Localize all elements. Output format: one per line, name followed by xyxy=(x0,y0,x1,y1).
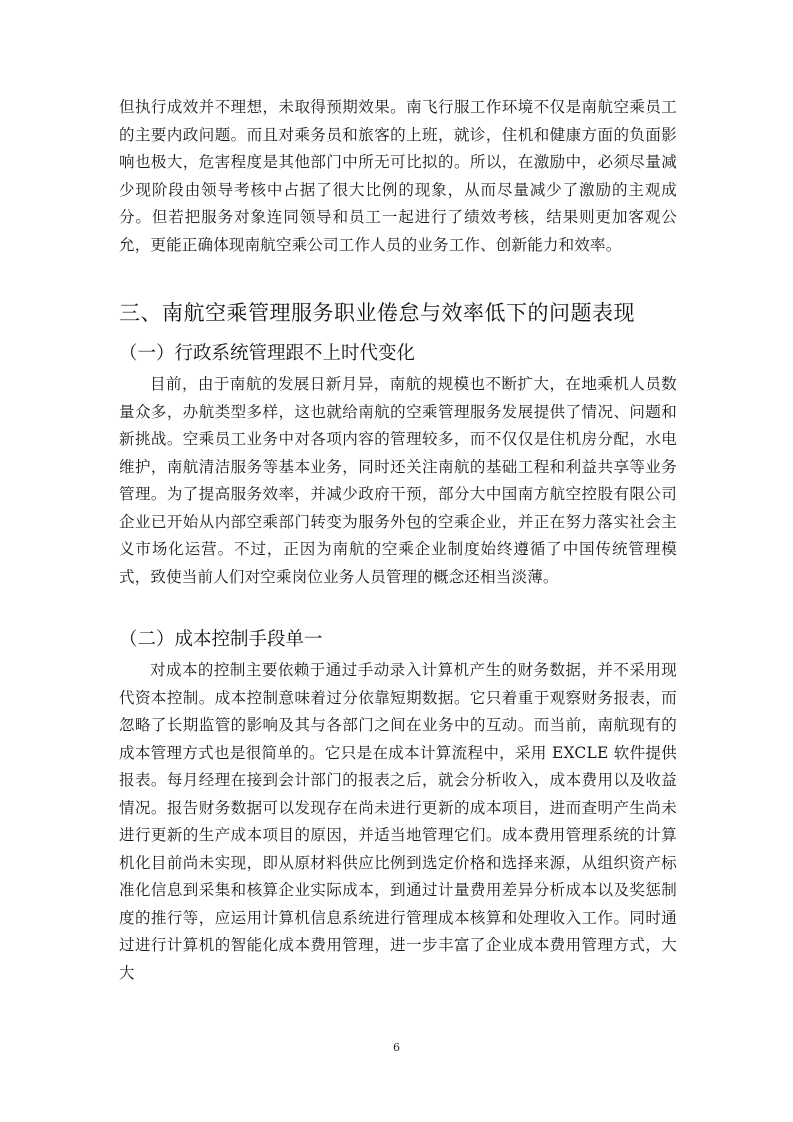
subsection-heading-2: （二）成本控制手段单一 xyxy=(119,629,323,650)
continuation-paragraph: 但执行成效并不理想，未取得预期效果。南飞行服工作环境不仅是南航空乘员工的主要内政问题。而且对乘务员和旅客的上班，就诊，住机和健康方面的负面影响也极大，危害程度是其他部门中所无可比拟的。所以，在激励中，必须尽量减少现阶段由领导考核中占据了很大比例的现象，从而尽量减少了激励的主观成分。但若把服务对象连同领导和员工一起进行了绩效考核，结果则更加客观公允，更能正确体现南航空乘公司工作人员的业务工作、创新能力和效率。 xyxy=(119,98,677,254)
subsection-heading-1: （一）行政系统管理跟不上时代变化 xyxy=(119,343,416,364)
subsection-1-paragraph: 目前，由于南航的发展日新月异，南航的规模也不断扩大，在地乘机人员数量众多，办航类型多样，这也就给南航的空乘管理服务发展提供了情况、问题和新挑战。空乘员工业务中对各项内容的管理较多，而不仅仅是住机房分配，水电维护，南航清洁服务等基本业务，同时还关注南航的基础工程和利益共享等业务管理。为了提高服务效率，并减少政府干预，部分大中国南方航空控股有限公司企业已开始从内部空乘部门转变为服务外包的空乘企业，并正在努力落实社会主义市场化运营。不过，正因为南航的空乘企业制度始终遵循了中国传统管理模式，致使当前人们对空乘岗位业务人员管理的概念还相当淡薄。 xyxy=(119,375,677,586)
section-heading: 三、南航空乘管理服务职业倦怠与效率低下的问题表现 xyxy=(119,301,635,325)
subsection-2-paragraph: 对成本的控制主要依赖于通过手动录入计算机产生的财务数据，并不采用现代资本控制。成本控制意味着过分依靠短期数据。它只着重于观察财务报表，而忽略了长期监管的影响及其与各部门之间在业务中的互动。而当前，南航现有的成本管理方式也是很简单的。它只是在成本计算流程中，采用 EXCLE 软件提供报表。每月经理在接到会计部门的报表之后，就会分析收入，成本费用以及收益情况。报告财务数据可以发现存在尚未进行更新的成本项目，进而查明产生尚未进行更新的生产成本项目的原因，并适当地管理它们。成本费用管理系统的计算机化目前尚未实现，即从原材料供应比例到选定价格和选择来源，从组织资产标准化信息到采集和核算企业实际成本，到通过计量费用差异分析成本以及奖惩制度的推行等，应运用计算机信息系统进行管理成本核算和处理收入工作。同时通过进行计算机的智能化成本费用管理，进一步丰富了企业成本费用管理方式，大大 xyxy=(119,661,677,982)
page-number: 6 xyxy=(393,1041,400,1054)
